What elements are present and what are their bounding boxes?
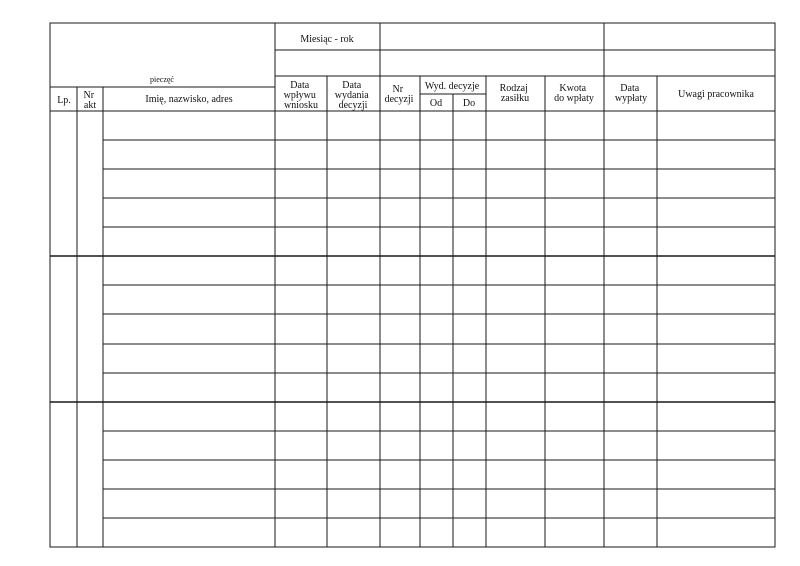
column-header-decision-issued: Wyd. decyzje — [424, 81, 480, 92]
column-header-payment-date: Data wypłaty — [614, 83, 648, 104]
column-header-to: Do — [462, 98, 476, 109]
month-year-label: Miesiąc - rok — [300, 34, 354, 45]
column-header-amount: Kwota do wpłaty — [554, 83, 594, 104]
column-header-from: Od — [429, 98, 443, 109]
column-header-notes: Uwagi pracownika — [678, 89, 754, 100]
column-header-name-address: Imię, nazwisko, adres — [145, 94, 233, 105]
stamp-label: pieczęć — [150, 75, 174, 84]
column-header-date-received: Data wpływu wniosku — [283, 80, 318, 111]
column-header-date-issued: Data wydania decyzji — [334, 80, 369, 111]
column-header-lp: Lp. — [57, 95, 71, 106]
column-header-nr-akt: Nr akt — [83, 90, 97, 111]
column-header-benefit-type: Rodzaj zasiłku — [499, 83, 530, 104]
column-header-decision-no: Nr decyzji — [384, 84, 414, 105]
